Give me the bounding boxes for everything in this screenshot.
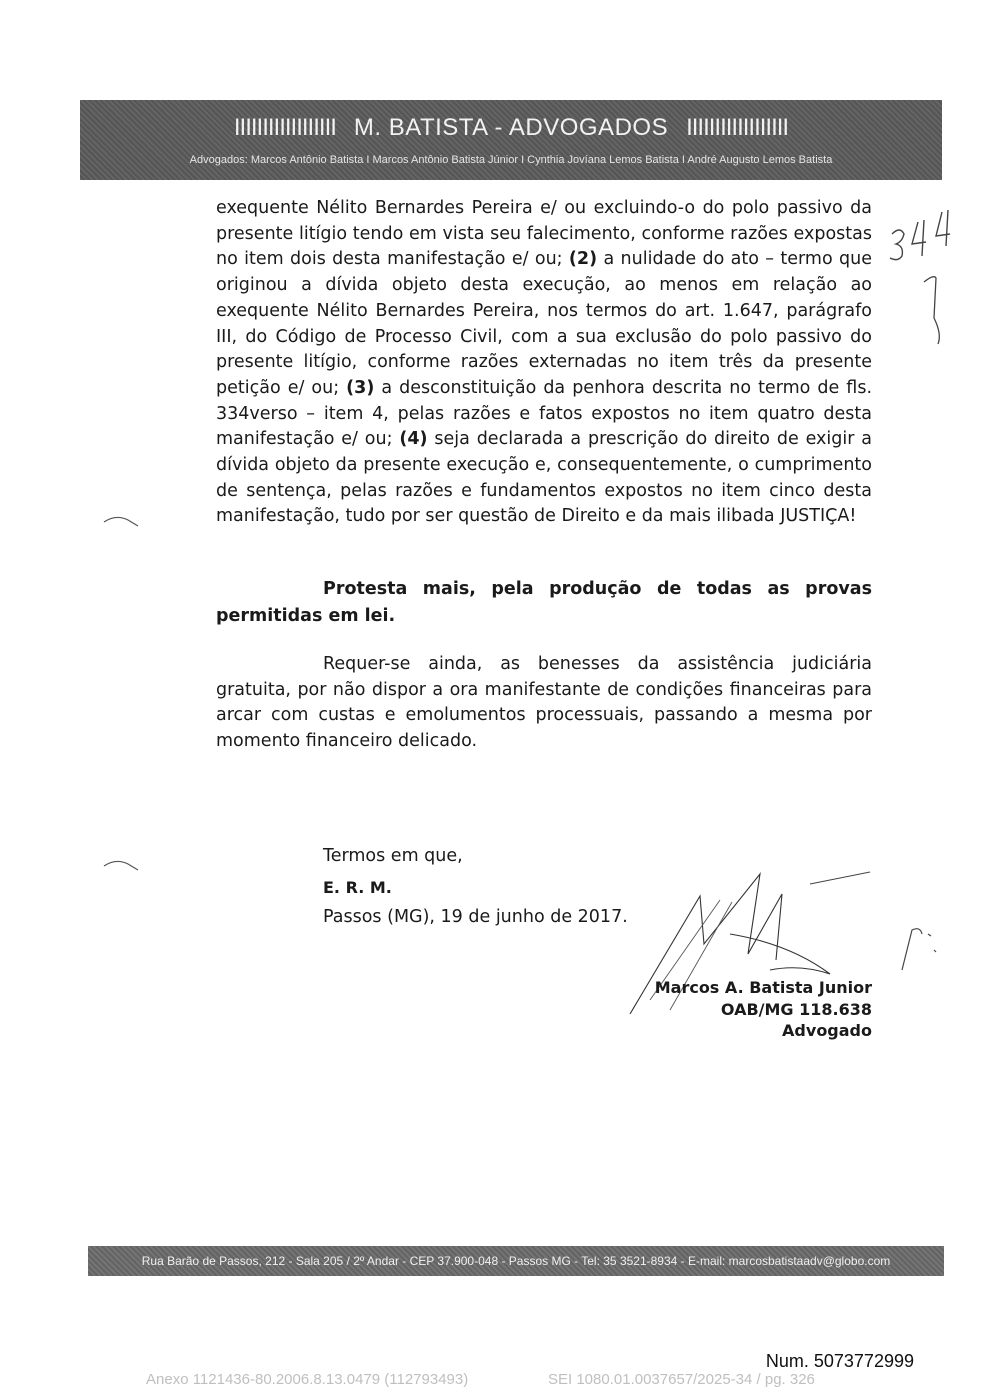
firm-name: M. BATISTA - ADVOGADOS [353,114,669,141]
margin-mark-2 [100,854,150,874]
legal-aid-paragraph: Requer-se ainda, as benesses da assistência judiciária gratuita, por não dispor a ora manifestante de condições financeiras para arcar com custas e emolumentos processuais, passando a mesma por momento financeiro delicado. [216,654,872,752]
request-number: (2) [568,249,598,270]
letterhead [80,100,942,180]
evidence-protest-paragraph: Protesta mais, pela produção de todas as provas permitidas em lei. [216,579,872,626]
signer-name: Marcos A. Batista Junior [654,978,872,997]
handwritten-page-number [884,202,964,352]
signer-role: Advogado [782,1021,872,1040]
signer-oab: OAB/MG 118.638 [720,1000,872,1019]
place-and-date: Passos (MG), 19 de junho de 2017. [323,907,628,927]
request-text: seja declarada a prescrição do direito de exigir a dívida objeto da presente execução e, consequentemente, o cumprimento de sentença, pelas razões e fundamentos expostos no item cinco desta manifestação, tudo por ser questão de Direito e da mais ilibada JUSTIÇA! [216,429,872,527]
decorative-bars-right: IIIIIIIIIIIIIIIIII [686,114,789,141]
request-text: a desconstituição da penhora descrita no termo de fls. 334verso – item 4, pelas razões e fatos expostos no item quatro desta manifestação e/ ou; [216,377,873,450]
decorative-bars-left: IIIIIIIIIIIIIIIIII [233,114,336,141]
firm-lawyers: Advogados: Marcos Antônio Batista I Marcos Antônio Batista Júnior I Cynthia Jovíana Lemos Batista I André Augusto Lemos Batista [189,154,833,166]
request-number: (3) [346,377,375,398]
sei-stamp: SEI 1080.01.0037657/2025-34 / pg. 326 [548,1371,815,1388]
margin-mark-1 [100,510,150,530]
closing-erm: E. R. M. [323,878,392,897]
document-number: Num. 5073772999 [765,1351,914,1371]
annex-stamp: Anexo 1121436-80.2006.8.13.0479 (112793493) [146,1371,469,1388]
request-number: (4) [399,429,428,450]
closing-phrase: Termos em que, [323,846,463,866]
firm-title [80,114,942,142]
request-text: exequente Nélito Bernardes Pereira e/ ou excluindo-o do polo passivo da presente litígio tendo em vista seu falecimento, conforme razões expostas no item dois desta manifestação e/ ou; [216,198,872,270]
petition-requests-paragraph [216,196,872,530]
request-text: a nulidade do ato – termo que originou a dívida objeto desta execução, ao menos em relação ao exequente Nélito Bernardes Pereira, nos termos do art. 1.647, parágrafo III, do Código de Processo Civil, com a sua exclusão do polo passivo do presente litígio, conforme razões externadas no item três da presente petição e/ ou; [216,249,872,398]
letterhead-footer: Rua Barão de Passos, 212 - Sala 205 / 2º Andar - CEP 37.900-048 - Passos MG - Tel: 35 3521-8934 - E-mail: marcosbatistaadv@globo.com [88,1246,944,1276]
